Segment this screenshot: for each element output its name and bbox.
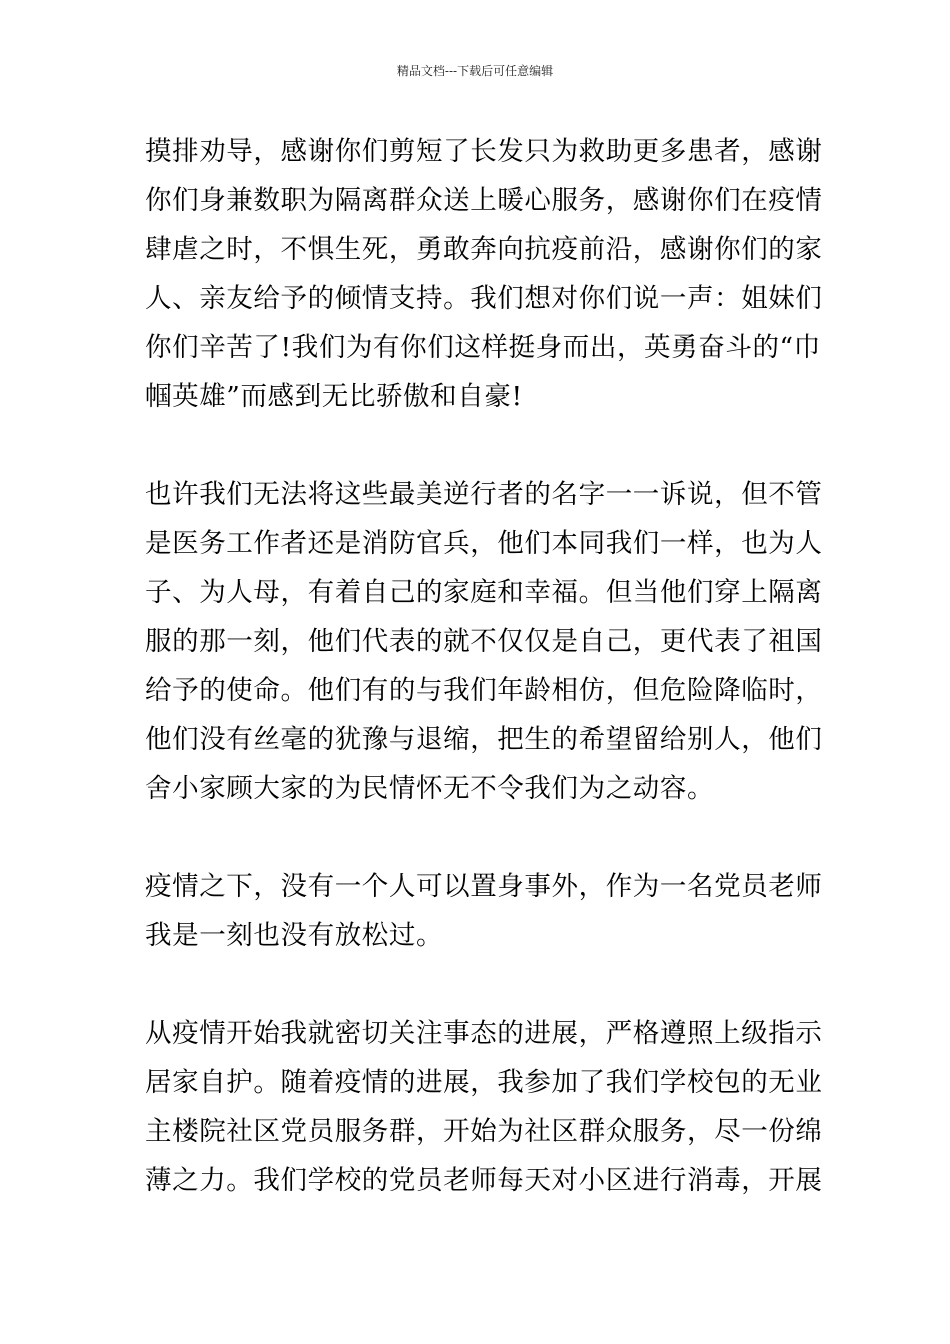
paragraph-1	[145, 127, 823, 421]
text-line: 主楼院社区党员服务群，开始为社区群众服务，尽一份绵	[145, 1116, 823, 1147]
text-line: 帼英雄”而感到无比骄傲和自豪!	[145, 381, 523, 412]
text-line: 人、亲友给予的倾情支持。我们想对你们说一声：姐妹们	[145, 283, 823, 314]
text-line: 子、为人母，有着自己的家庭和幸福。但当他们穿上隔离	[145, 577, 823, 608]
text-line: 从疫情开始我就密切关注事态的进展，严格遵照上级指示	[145, 1018, 823, 1049]
paragraph-4	[145, 1009, 823, 1205]
text-line: 你们辛苦了!我们为有你们这样挺身而出，英勇奋斗的“巾	[145, 332, 821, 363]
text-line: 舍小家顾大家的为民情怀无不令我们为之动容。	[145, 773, 715, 804]
paragraph-3	[145, 862, 823, 960]
document-body	[145, 127, 823, 1205]
text-line: 给予的使命。他们有的与我们年龄相仿，但危险降临时，	[145, 675, 823, 706]
paragraph-2	[145, 470, 823, 813]
text-line: 肆虐之时，不惧生死，勇敢奔向抗疫前沿，感谢你们的家	[145, 234, 823, 265]
text-line: 疫情之下，没有一个人可以置身事外，作为一名党员老师	[145, 871, 823, 902]
text-line: 你们身兼数职为隔离群众送上暖心服务，感谢你们在疫情	[145, 185, 823, 216]
text-line: 是医务工作者还是消防官兵，他们本同我们一样，也为人	[145, 528, 823, 559]
page-header: 精品文档---下载后可任意编辑	[396, 64, 554, 78]
text-line: 也许我们无法将这些最美逆行者的名字一一诉说，但不管	[145, 479, 823, 510]
text-line: 薄之力。我们学校的党员老师每天对小区进行消毒，开展	[145, 1165, 823, 1196]
text-line: 摸排劝导，感谢你们剪短了长发只为救助更多患者，感谢	[145, 136, 823, 167]
paragraph-gap	[145, 813, 810, 862]
text-line: 居家自护。随着疫情的进展，我参加了我们学校包的无业	[145, 1067, 823, 1098]
paragraph-gap	[145, 960, 810, 1009]
paragraph-gap	[145, 421, 810, 470]
text-line: 他们没有丝毫的犹豫与退缩，把生的希望留给别人，他们	[145, 724, 823, 755]
text-line: 我是一刻也没有放松过。	[145, 920, 444, 951]
text-line: 服的那一刻，他们代表的就不仅仅是自己，更代表了祖国	[145, 626, 823, 657]
